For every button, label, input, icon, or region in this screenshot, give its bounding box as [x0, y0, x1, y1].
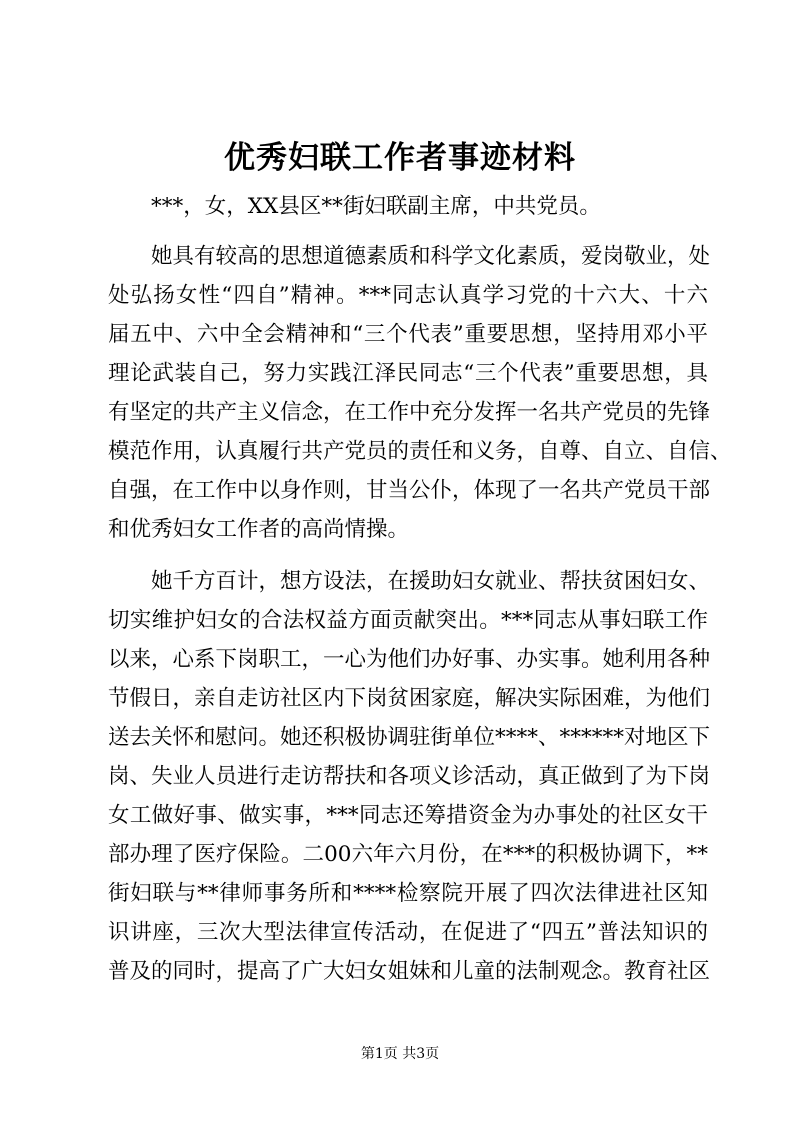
paragraph-line: 普及的同时，提高了广大妇女姐妹和儿童的法制观念。教育社区: [108, 959, 711, 984]
paragraph-line: 她具有较高的思想道德素质和科学文化素质，爱岗敬业，处: [151, 244, 711, 269]
paragraph-line: 自强，在工作中以身作则，甘当公仆，体现了一名共产党员干部: [108, 478, 711, 503]
paragraph-line: 识讲座，三次大型法律宣传活动，在促进了“四五”普法知识的: [108, 920, 708, 945]
paragraph-line: 送去关怀和慰问。她还积极协调驻街单位****、******对地区下: [108, 725, 711, 750]
paragraph-line: 届五中、六中全会精神和“三个代表”重要思想，坚持用邓小平: [108, 322, 708, 347]
paragraph-line: 切实维护妇女的合法权益方面贡献突出。***同志从事妇联工作: [108, 608, 708, 633]
paragraph-line: 节假日，亲自走访社区内下岗贫困家庭，解决实际困难，为他们: [108, 686, 711, 711]
paragraph-line: 理论武装自己，努力实践江泽民同志“三个代表”重要思想，具: [108, 361, 708, 386]
paragraph-line: 和优秀妇女工作者的高尚情操。: [108, 517, 410, 542]
paragraph-line: 部办理了医疗保险。二00六年六月份，在***的积极协调下，**: [108, 842, 708, 867]
paragraph-line: 以来，心系下岗职工，一心为他们办好事、办实事。她利用各种: [108, 647, 711, 672]
paragraph-line: 女工做好事、做实事，***同志还筹措资金为办事处的社区女干: [108, 803, 708, 828]
paragraph-line: 岗、失业人员进行走访帮扶和各项义诊活动，真正做到了为下岗: [108, 764, 711, 789]
paragraph-line: 处弘扬女性“四自”精神。***同志认真学习党的十六大、十六: [108, 283, 708, 308]
page-number: 第1页 共3页: [360, 1046, 440, 1062]
paragraph-line: 她千方百计，想方设法，在援助妇女就业、帮扶贫困妇女、: [151, 569, 711, 594]
paragraph-line: 模范作用，认真履行共产党员的责任和义务，自尊、自立、自信、: [108, 439, 732, 464]
paragraph-line: ***，女，XX县区**街妇联副主席，中共党员。: [151, 194, 601, 219]
document-title: 优秀妇联工作者事迹材料: [224, 140, 576, 176]
paragraph-line: 有坚定的共产主义信念，在工作中充分发挥一名共产党员的先锋: [108, 400, 711, 425]
paragraph-line: 街妇联与**律师事务所和****检察院开展了四次法律进社区知: [108, 881, 708, 906]
